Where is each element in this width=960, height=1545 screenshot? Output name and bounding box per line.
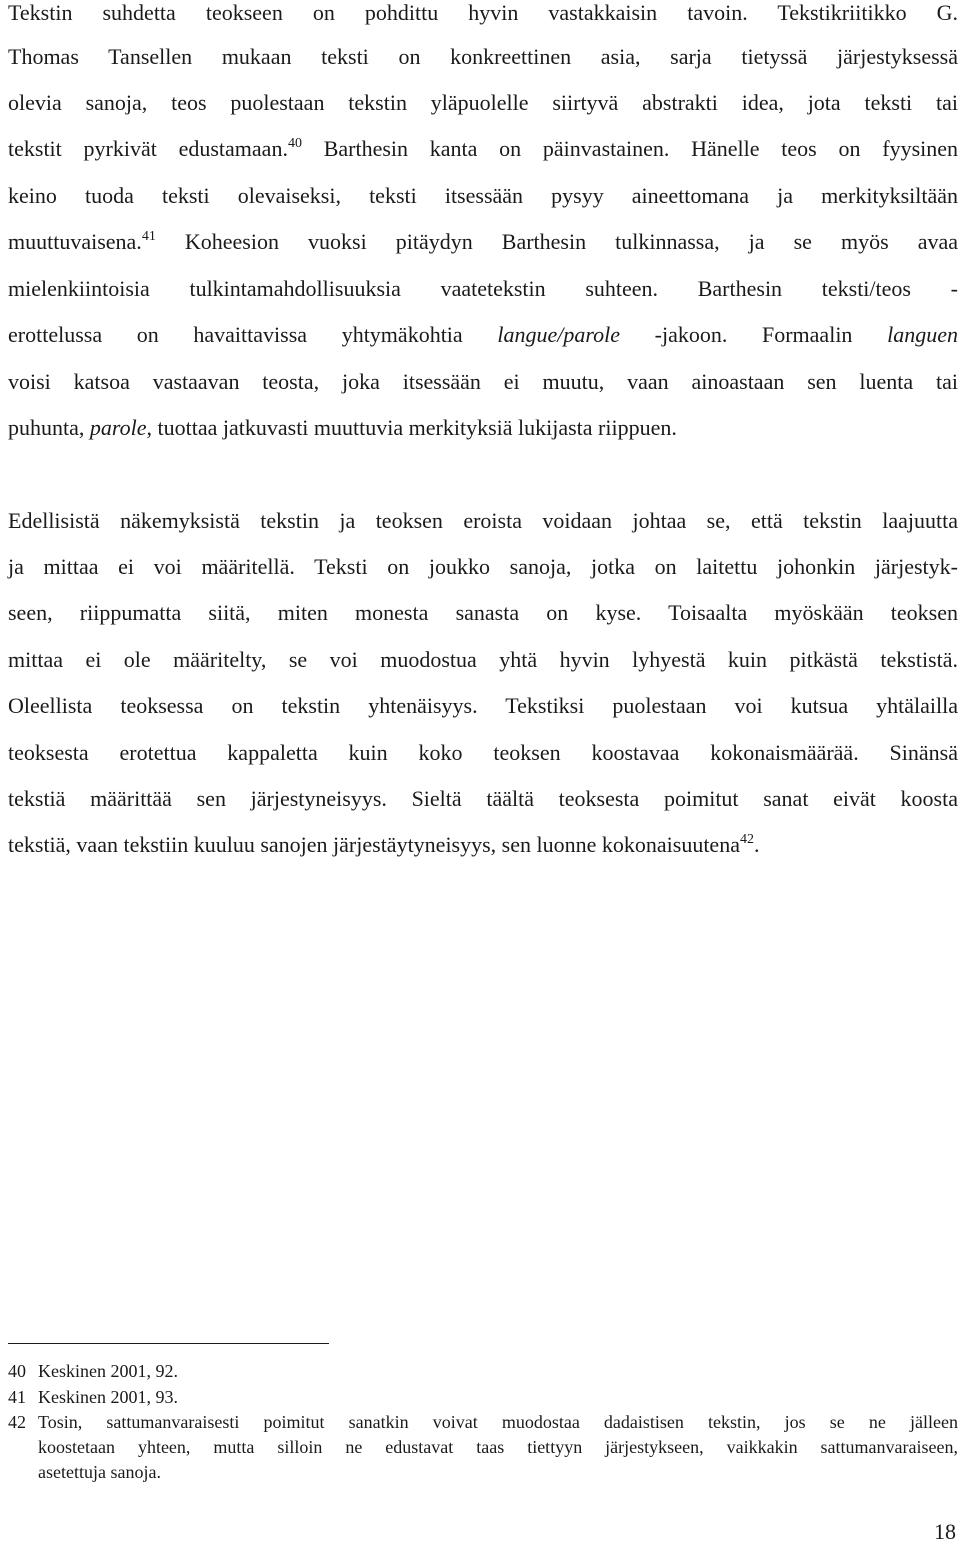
footnote-text: koostetaan yhteen, mutta silloin ne edustavat taas tiettyyn järjestykseen, vaikkakin sattumanvaraiseen, [38,1437,958,1457]
footnote-separator [8,1343,329,1344]
footnote-text: Keskinen 2001, 93. [38,1387,178,1407]
footnote-ref-41[interactable]: 41 [141,229,156,244]
footnote-number: 41 [8,1387,26,1407]
text-line: seen, riippumatta siitä, miten monesta sanasta on kyse. Toisaalta myöskään teoksen [8,600,958,625]
text-line: mittaa ei ole määritelty, se voi muodostua yhtä hyvin lyhyestä kuin pitkästä tekstistä. [8,647,958,672]
text-line: keino tuoda teksti olevaiseksi, teksti itsessään pysyy aineettomana ja merkityksiltään [8,183,958,208]
text-line: ja mittaa ei voi määritellä. Teksti on joukko sanoja, jotka on laitettu johonkin järjestyk- [8,554,958,579]
text-span: , tuottaa jatkuvasti muuttuvia merkityksiä lukijasta riippuen. [146,415,677,440]
text-line: mielenkiintoisia tulkintamahdollisuuksia vaatetekstin suhteen. Barthesin teksti/teos - [8,276,958,301]
text-line: Edellisistä näkemyksistä tekstin ja teoksen eroista voidaan johtaa se, että tekstin laajuutta [8,508,958,533]
text-line: Thomas Tansellen mukaan teksti on konkreettinen asia, sarja tietyssä järjestyksessä [8,44,958,69]
text-line [8,322,958,348]
text-span: . [753,832,760,857]
footnote-number: 40 [8,1361,26,1381]
text-span: Koheesion vuoksi pitäydyn Barthesin tulkinnassa, ja se myös avaa [155,229,958,254]
text-span: erottelussa on havaittavissa yhtymäkohtia [8,322,498,347]
text-line: olevia sanoja, teos puolestaan tekstin yläpuolelle siirtyvä abstrakti idea, jota teksti tai [8,90,958,115]
text-line: teoksesta erotettua kappaletta kuin koko teoksen koostavaa kokonaismäärää. Sinänsä [8,740,958,765]
text-line [8,229,958,255]
text-span: tekstiä, vaan tekstiin kuuluu sanojen järjestäytyneisyys, sen luonne kokonaisuutena [8,832,740,857]
italic-term: langue/parole [497,322,620,347]
text-line [8,415,958,441]
footnote-number: 42 [8,1412,26,1432]
page-number: 18 [934,1519,956,1544]
italic-term: parole [89,415,147,440]
footnote-40 [8,1360,958,1382]
text-span: tekstit pyrkivät edustamaan. [8,136,288,161]
text-span: puhunta, [8,415,90,440]
text-line: tekstiä määrittää sen järjestyneisyys. Sieltä täältä teoksesta poimitut sanat eivät koosta [8,786,958,811]
text-span: muuttuvaisena. [8,229,142,254]
text-line [8,832,958,858]
footnote-ref-40[interactable]: 40 [287,136,302,151]
text-line: Oleellista teoksessa on tekstin yhtenäisyys. Tekstiksi puolestaan voi kutsua yhtälailla [8,693,958,718]
footnote-42 [8,1411,958,1481]
footnote-ref-42[interactable]: 42 [739,832,754,847]
footnote-text: asetettuja sanoja. [38,1462,161,1482]
text-span: Barthesin kanta on päinvastainen. Hänelle teos on fyysinen [301,136,959,161]
footnote-text: Keskinen 2001, 92. [38,1361,178,1381]
italic-term: languen [887,322,958,347]
footnote-41 [8,1386,958,1408]
text-span: -jakoon. Formaalin [619,322,888,347]
text-line: Tekstin suhdetta teokseen on pohdittu hyvin vastakkaisin tavoin. Tekstikriitikko G. [8,0,958,25]
text-line: voisi katsoa vastaavan teosta, joka itsessään ei muutu, vaan ainoastaan sen luenta tai [8,369,958,394]
footnote-text: Tosin, sattumanvaraisesti poimitut sanatkin voivat muodostaa dadaistisen tekstin, jos se ne jälleen [38,1412,958,1432]
text-line [8,136,958,162]
